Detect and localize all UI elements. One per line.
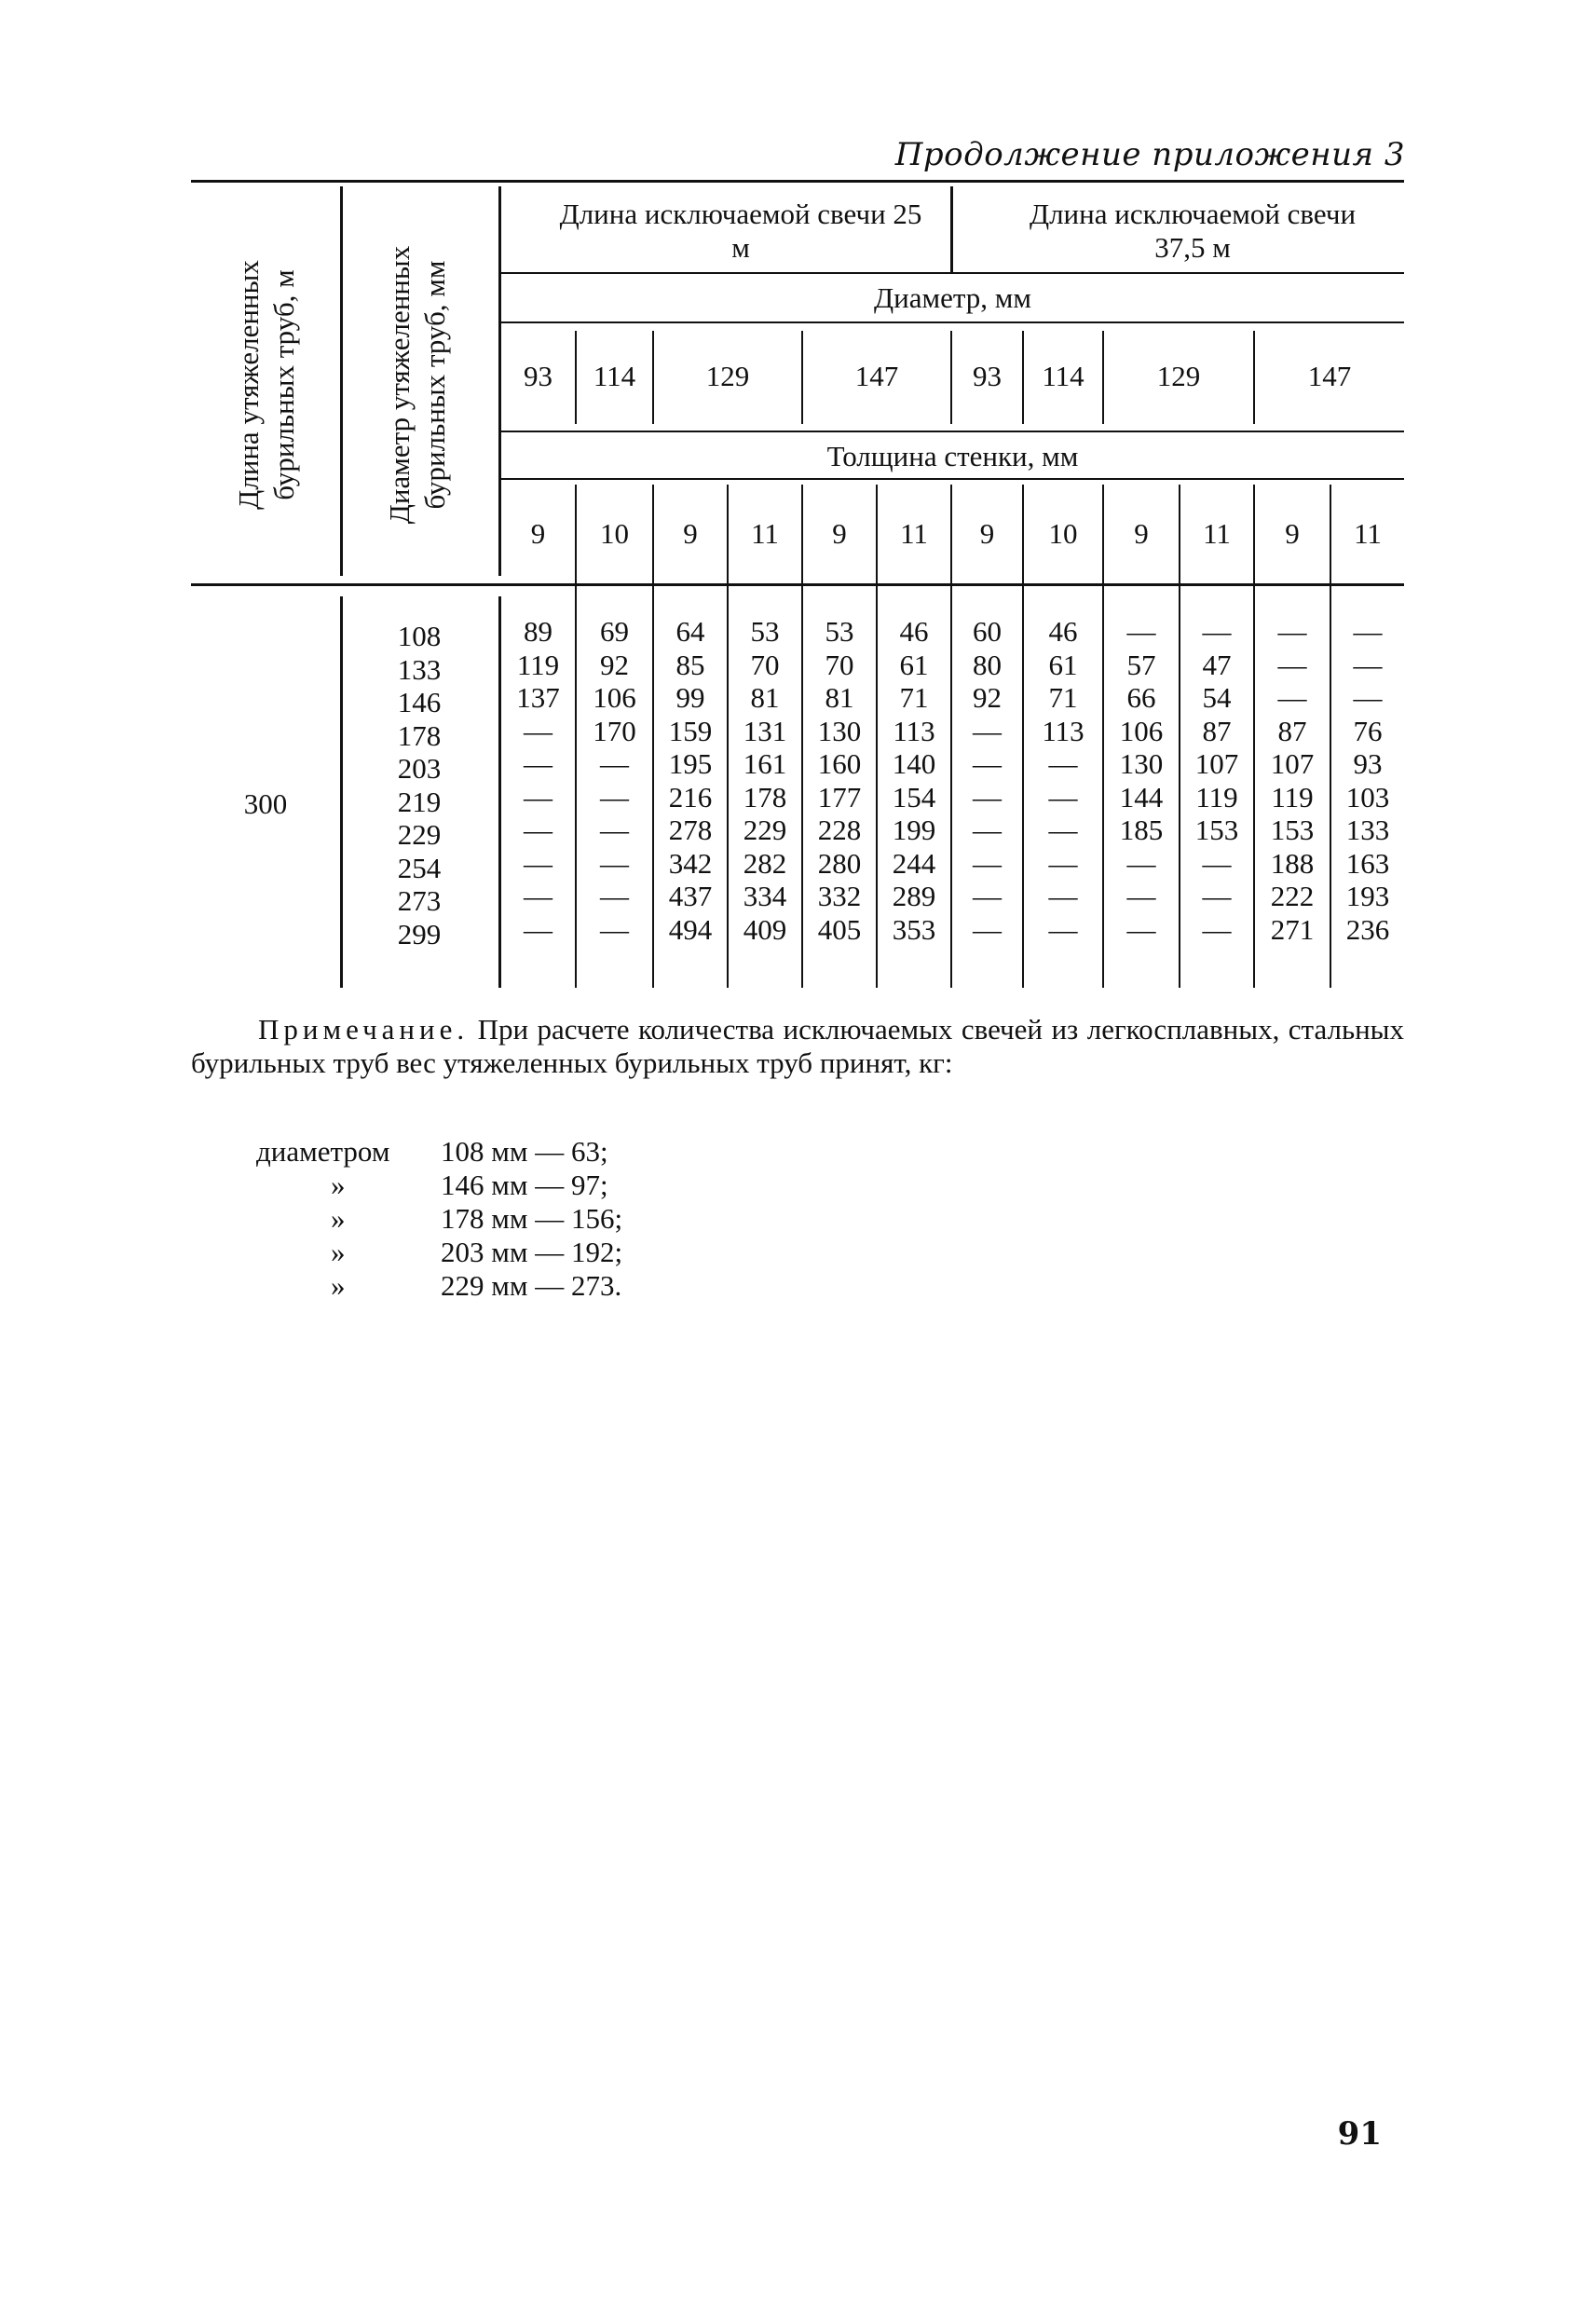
table-cell: 93 xyxy=(1353,747,1383,780)
table-cell: 153 xyxy=(1270,814,1315,846)
table-cell: — xyxy=(1126,846,1156,880)
table-cell: 130 xyxy=(1119,747,1164,780)
data-column xyxy=(1180,615,1253,946)
table-cell: — xyxy=(524,747,552,780)
table-cell: 113 xyxy=(893,714,935,747)
weight-row xyxy=(256,1269,622,1303)
table-cell: 271 xyxy=(1270,912,1315,946)
table-cell: 188 xyxy=(1270,846,1315,880)
table-cell: 229 xyxy=(743,814,787,846)
data-column xyxy=(729,615,801,946)
table-cell: 60 xyxy=(973,615,1002,648)
table-cell: 228 xyxy=(817,814,862,846)
table-cell: — xyxy=(1277,681,1307,714)
table-cell: — xyxy=(1353,648,1383,681)
data-column xyxy=(501,615,575,946)
table-cell: 185 xyxy=(1119,814,1164,846)
pipe-diameter: 254 xyxy=(397,851,442,884)
table-cell: — xyxy=(1048,912,1078,946)
table-cell: — xyxy=(524,780,552,814)
table-cell: 92 xyxy=(973,681,1002,714)
table-cell: 47 xyxy=(1202,648,1232,681)
data-column xyxy=(878,615,950,946)
thickness-label: 9 xyxy=(832,517,847,550)
diameter-label: 93 xyxy=(524,360,552,392)
table-cell: 81 xyxy=(750,681,780,714)
pipe-diameter: 219 xyxy=(397,785,442,818)
table-cell: — xyxy=(1048,747,1078,780)
table-cell: — xyxy=(1202,912,1232,946)
thickness-label: 9 xyxy=(683,517,698,550)
weight-row xyxy=(256,1202,622,1236)
data-column xyxy=(952,615,1022,946)
table-cell: — xyxy=(524,714,552,747)
weight-label: » xyxy=(331,1169,346,1201)
diameter-label: 147 xyxy=(1307,360,1352,392)
table-cell: 71 xyxy=(1048,681,1078,714)
table-cell: 199 xyxy=(892,814,936,846)
table-cell: — xyxy=(1048,880,1078,912)
table-cell: 137 xyxy=(516,681,560,714)
table-cell: — xyxy=(1277,648,1307,681)
table-cell: 106 xyxy=(1119,714,1164,747)
page-number: 91 xyxy=(1337,2115,1382,2153)
pipe-diameter: 229 xyxy=(397,818,442,851)
table-cell: 494 xyxy=(668,912,713,946)
col1-header: Длина утяжеленных бурильных труб, м xyxy=(232,260,300,510)
table-cell: — xyxy=(1126,615,1156,648)
pipe-diameter: 273 xyxy=(397,884,442,917)
table-cell: 87 xyxy=(1202,714,1232,747)
pipe-diameter: 203 xyxy=(397,752,442,785)
table-cell: 119 xyxy=(1271,780,1314,814)
table-cell: 161 xyxy=(743,747,787,780)
table-cell: — xyxy=(600,780,629,814)
weight-label: » xyxy=(331,1269,346,1302)
table-cell: — xyxy=(600,814,629,846)
weight-value: 108 мм — 63; xyxy=(441,1135,608,1168)
table-cell: 334 xyxy=(743,880,787,912)
diam-values-bottom-rule xyxy=(501,431,1404,432)
table-cell: 405 xyxy=(817,912,862,946)
thickness-label: 9 xyxy=(1285,517,1300,550)
data-column xyxy=(1331,615,1404,946)
table-cell: — xyxy=(1202,615,1232,648)
table-cell: 332 xyxy=(817,880,862,912)
table-cell: 170 xyxy=(593,714,636,747)
thickness-header: Толщина стенки, мм xyxy=(826,440,1079,472)
table-cell: 163 xyxy=(1345,846,1390,880)
thickness-label: 10 xyxy=(1048,517,1078,550)
table-cell: 244 xyxy=(892,846,936,880)
table-cell: 222 xyxy=(1270,880,1315,912)
table-cell: — xyxy=(973,846,1002,880)
table-cell: 69 xyxy=(600,615,629,648)
table-cell: 89 xyxy=(524,615,552,648)
table-cell: 80 xyxy=(973,648,1002,681)
table-cell: — xyxy=(524,814,552,846)
table-cell: 236 xyxy=(1345,912,1390,946)
data-column xyxy=(1255,615,1330,946)
table-cell: — xyxy=(1353,615,1383,648)
table-cell: — xyxy=(973,747,1002,780)
table-cell: — xyxy=(1126,880,1156,912)
table-cell: — xyxy=(1048,846,1078,880)
diameter-label: 114 xyxy=(1042,360,1084,392)
table-cell: — xyxy=(524,912,552,946)
table-cell: 144 xyxy=(1119,780,1164,814)
group-bottom-rule xyxy=(501,272,1404,274)
table-cell: 133 xyxy=(1345,814,1390,846)
pipe-diameter: 146 xyxy=(397,686,442,718)
table-cell: 92 xyxy=(600,648,629,681)
note-paragraph xyxy=(191,1013,1404,1080)
data-column xyxy=(654,615,727,946)
table-cell: — xyxy=(1353,681,1383,714)
pipe-diameter: 178 xyxy=(397,718,442,752)
table-cell: 66 xyxy=(1126,681,1156,714)
table-cell: 159 xyxy=(668,714,713,747)
weight-value: 178 мм — 156; xyxy=(441,1202,623,1235)
table-cell: 289 xyxy=(892,880,936,912)
data-column xyxy=(1024,615,1102,946)
weight-label: диаметром xyxy=(256,1135,390,1168)
table-cell: 61 xyxy=(899,648,929,681)
table-cell: — xyxy=(973,814,1002,846)
table-cell: 131 xyxy=(743,714,787,747)
table-cell: 99 xyxy=(675,681,705,714)
table-cell: — xyxy=(973,714,1002,747)
table-cell: — xyxy=(600,846,629,880)
diameter-label: 93 xyxy=(973,360,1002,392)
thickness-label: 11 xyxy=(1354,517,1382,550)
table-cell: 46 xyxy=(1048,615,1078,648)
table-cell: 54 xyxy=(1202,681,1232,714)
table-cell: 178 xyxy=(743,780,787,814)
data-column xyxy=(577,615,652,946)
diameter-label: 129 xyxy=(1156,360,1201,392)
table-cell: 154 xyxy=(892,780,936,814)
table-cell: 81 xyxy=(825,681,854,714)
note-label: Примечание. xyxy=(258,1013,470,1046)
weight-row xyxy=(256,1236,622,1269)
table-cell: 119 xyxy=(1195,780,1238,814)
table-cell: — xyxy=(600,747,629,780)
weight-value: 203 мм — 192; xyxy=(441,1236,623,1268)
table-cell: — xyxy=(1277,615,1307,648)
table-cell: 106 xyxy=(593,681,636,714)
table-cell: 119 xyxy=(516,648,560,681)
group-divider xyxy=(950,186,953,272)
table-cell: 103 xyxy=(1345,780,1390,814)
diameter-label: 129 xyxy=(705,360,750,392)
header-bottom-rule xyxy=(191,583,1404,586)
thickness-label: 9 xyxy=(1134,517,1149,550)
thickness-label: 10 xyxy=(600,517,629,550)
table-cell: 107 xyxy=(1194,747,1239,780)
weight-row xyxy=(256,1135,622,1169)
table-cell: — xyxy=(600,880,629,912)
table-cell: 280 xyxy=(817,846,862,880)
table-cell: — xyxy=(973,912,1002,946)
thickness-label: 9 xyxy=(530,517,546,550)
table-cell: 278 xyxy=(668,814,713,846)
weight-value: 229 мм — 273. xyxy=(441,1269,622,1302)
weight-label: » xyxy=(331,1202,346,1235)
table-cell: 153 xyxy=(1194,814,1239,846)
table-cell: — xyxy=(1048,780,1078,814)
weight-value: 146 мм — 97; xyxy=(441,1169,608,1201)
table-cell: 71 xyxy=(899,681,929,714)
table-cell: 87 xyxy=(1277,714,1307,747)
table-cell: — xyxy=(1202,880,1232,912)
table-cell: — xyxy=(1048,814,1078,846)
table-cell: 342 xyxy=(668,846,713,880)
pipe-diameter: 133 xyxy=(397,652,442,686)
table-cell: 53 xyxy=(825,615,854,648)
diameter-bottom-rule xyxy=(501,321,1404,323)
page-header: Продолжение приложения 3 xyxy=(894,136,1405,173)
table-cell: 140 xyxy=(892,747,936,780)
thickness-label: 9 xyxy=(979,517,995,550)
table-cell: 85 xyxy=(675,648,705,681)
table-cell: 61 xyxy=(1048,648,1078,681)
table-cell: — xyxy=(600,912,629,946)
col2-header: Диаметр утяжеленных бурильных труб, мм xyxy=(383,245,451,525)
table-cell: 282 xyxy=(743,846,787,880)
diameter-label: 147 xyxy=(854,360,899,392)
table-cell: 437 xyxy=(668,880,713,912)
table-cell: — xyxy=(973,780,1002,814)
table-cell: 70 xyxy=(825,648,854,681)
diameter-header: Диаметр, мм xyxy=(873,281,1032,314)
thickness-label: 11 xyxy=(1203,517,1231,550)
group-header-37-5: Длина исключаемой свечи 37,5 м xyxy=(1029,198,1357,264)
table-cell: 113 xyxy=(1042,714,1084,747)
pipe-diameter: 108 xyxy=(397,620,442,652)
table-cell: 64 xyxy=(675,615,705,648)
pipe-diameter: 299 xyxy=(397,917,442,950)
thickness-label: 11 xyxy=(751,517,779,550)
pipe-diameter-column xyxy=(373,620,466,950)
table-cell: 53 xyxy=(750,615,780,648)
group-header-25: Длина исключаемой свечи 25 м xyxy=(559,198,922,264)
table-cell: 195 xyxy=(668,747,713,780)
weights-list xyxy=(256,1135,622,1303)
table-cell: — xyxy=(973,880,1002,912)
thickness-bottom-rule xyxy=(501,478,1404,480)
table-cell: — xyxy=(524,880,552,912)
weight-label: » xyxy=(331,1236,346,1268)
table-cell: 177 xyxy=(817,780,862,814)
table-cell: — xyxy=(1126,912,1156,946)
length-value: 300 xyxy=(243,787,288,820)
table-cell: 353 xyxy=(892,912,936,946)
table-cell: 57 xyxy=(1126,648,1156,681)
table-cell: 130 xyxy=(817,714,862,747)
table-cell: — xyxy=(524,846,552,880)
table-cell: 160 xyxy=(817,747,862,780)
table-cell: 70 xyxy=(750,648,780,681)
data-column xyxy=(1104,615,1179,946)
diameter-label: 114 xyxy=(593,360,636,392)
note-text: При расчете количества исключаемых свечей из легкосплавных, стальных бурильных труб вес утяжеленных бурильных труб принят, кг: xyxy=(191,1013,1404,1079)
weight-row xyxy=(256,1169,622,1202)
thickness-label: 11 xyxy=(900,517,928,550)
table-cell: 76 xyxy=(1353,714,1383,747)
table-top-rule xyxy=(191,180,1404,183)
table-cell: 409 xyxy=(743,912,787,946)
table-cell: 107 xyxy=(1270,747,1315,780)
col1-divider-body xyxy=(340,596,343,988)
data-column xyxy=(803,615,876,946)
table-cell: 193 xyxy=(1345,880,1390,912)
table-cell: 216 xyxy=(668,780,713,814)
col1-divider xyxy=(340,186,343,576)
table-cell: 46 xyxy=(899,615,929,648)
table-cell: — xyxy=(1202,846,1232,880)
